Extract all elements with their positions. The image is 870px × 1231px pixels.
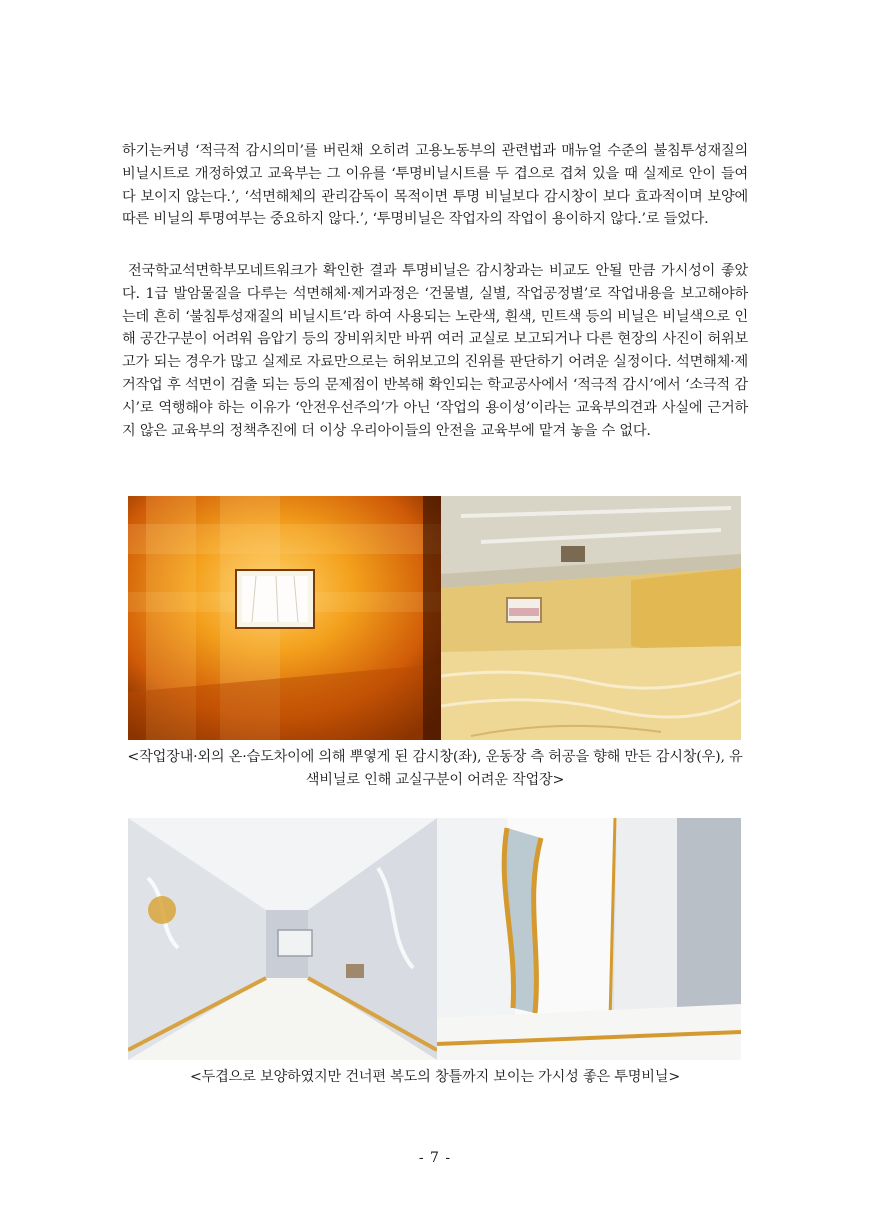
photo-clear-plastic-sheets (437, 818, 741, 1060)
figure-caption-2: <두겹으로 보양하였지만 건너편 복도의 창틀까지 보이는 가시성 좋은 투명비닐> (189, 1069, 681, 1085)
body-paragraph-2: 전국학교석면학부모네트워크가 확인한 결과 투명비닐은 감시창과는 비교도 안될 만큼 가시성이 좋았다. 1급 발암물질을 다루는 석면해체·제거과정은 ‘건물별, 실별, 작업공정별’로 작업내용을 보고해야하는데 흔히 ‘불침투성재질의 비닐시트’라 하여 사용되는 노란색, 흰색, 민트색 등의 비닐은 비닐색으로 인해 공간구분이 어려워 음압기 등의 장비위치만 바뀌 여러 교실로 보고되거나 다른 현장의 사진이 허위보고가 되는 경우가 많고 실제로 자료만으로는 허위보고의 진위를 판단하기 어려운 실정이다. 석면해체·제거작업 후 석면이 검출 되는 등의 문제점이 반복해 확인되는 학교공사에서 ‘적극적 감시’에서 ‘소극적 감시’로 역행해야 하는 이유가 ‘안전우선주의’가 아닌 ‘작업의 용이성’이라는 교육부의견과 사실에 근거하지 않은 교육부의 정책추진에 더 이상 우리아이들의 안전을 교육부에 맡겨 놓을 수 없다. (122, 263, 748, 439)
photo-clear-plastic-corridor (128, 818, 437, 1060)
body-paragraph-1: 하기는커녕 ‘적극적 감시의미’를 버린채 오히려 고용노동부의 관련법과 매뉴얼 수준의 불침투성재질의 비닐시트로 개정하였고 교육부는 그 이유를 ‘투명비닐시트를 두 겹으로 겹쳐 있을 때 실제로 안이 들여다 보이지 않는다.’, ‘석면해체의 관리감독이 목적이면 투명 비닐보다 감시창이 보다 효과적이며 보양에 따른 비닐의 투명여부는 중요하지 않다.’, ‘투명비닐은 작업자의 작업이 용이하지 않다.’로 들었다. (122, 143, 748, 228)
figure-caption-1: <작업장내·외의 온·습도차이에 의해 뿌옇게 된 감시창(좌), 운동장 측 허공을 향해 만든 감시창(우), 유색비닐로 인해 교실구분이 어려운 작업장> (127, 749, 743, 788)
page-number: - 7 - (418, 1150, 452, 1166)
photo-orange-enclosure-window (128, 496, 441, 740)
photo-yellow-plastic-classroom (441, 496, 741, 740)
